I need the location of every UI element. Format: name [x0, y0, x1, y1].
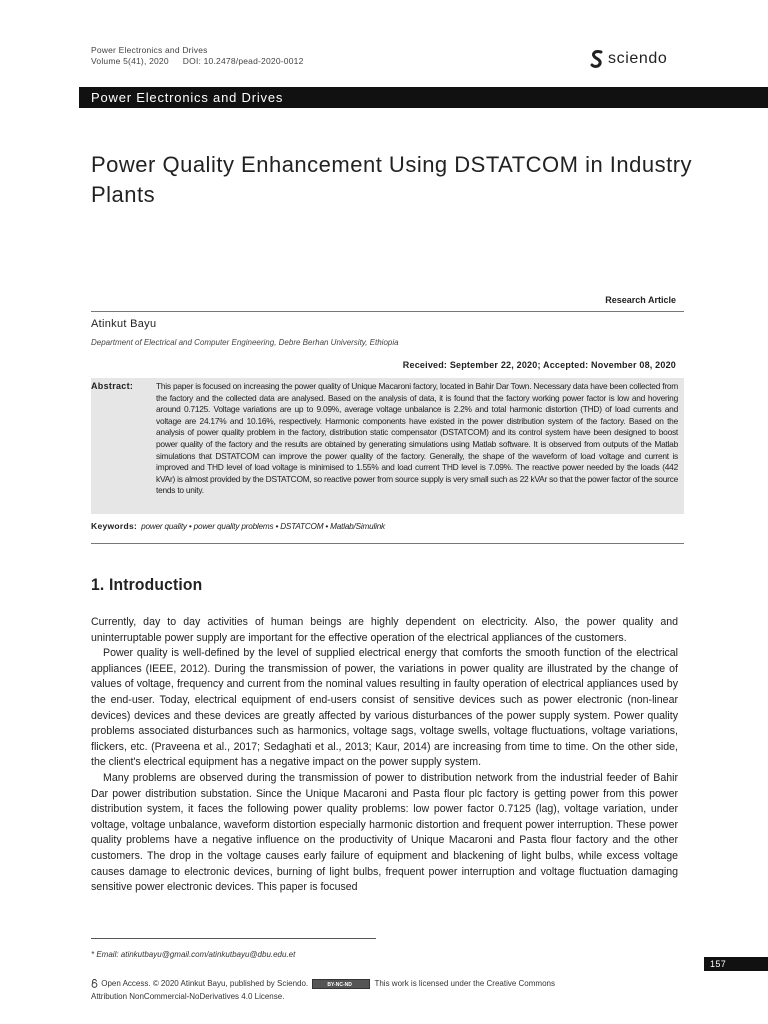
body-text [91, 615, 678, 896]
divider [91, 311, 684, 312]
abstract-text: This paper is focused on increasing the power quality of Unique Macaroni factory, located in Bahir Dar Town. Necessary data have been collected from the factory and the collected data are analysed. Based on the analysis of data, it is found that the factory working power factor is low and hovering around 0.7125. Voltage variations are up to 9.09%, average voltage unbalance is 2.2% and total harmonic distortion (THD) of load currents and voltage are 24.17% and 10.16%, respectively. Harmonic components have existed in the power distribution system of the factory. Based on the analysis of power quality problem in the factory, distribution static compensator (DSTATCOM) and its control system have been designed to boost power quality of the factory and the results are obtained by generating simulations using Matlab software. It is observed from outputs of the Matlab simulations that DSTATCOM can improve the power quality of the factory. Generally, the shape of the waveform of load voltage and current is improved and THD level of load voltage is minimised to 1.55% and load current THD level is 7.09%. The reactive power needed by the loads (442 kVAr) is almost provided by the DSTATCOM, so reactive power from source supply is very small such as 22 kVAr so that the power factor of the source tends to unity. [156, 381, 678, 496]
paragraph: Currently, day to day activities of human beings are highly dependent on electricity. Also, the power quality and uninterruptable power supply are important for the effective operation of the electrical appliances of the customers. [91, 616, 678, 644]
footnote-divider [91, 938, 376, 939]
keywords [91, 521, 385, 531]
page-number: 157 [704, 957, 768, 971]
volume: Volume 5(41), 2020 [91, 56, 169, 66]
article-type: Research Article [605, 295, 676, 305]
publisher-name: sciendo [608, 50, 668, 67]
article-title: Power Quality Enhancement Using DSTATCOM in Industry Plants [91, 152, 693, 207]
author-name: Atinkut Bayu [91, 318, 157, 330]
paragraph: Many problems are observed during the transmission of power to distribution network from the industrial feeder of Bahir Dar power distribution substation. Since the Unique Macaroni and Pasta flour plc factory is getting power from this power distribution system, it faces the following power quality problems: low power factor 0.7125 (lag), voltage variation, under voltage, voltage unbalance, waveform distortion especially harmonic distortion and frequent power interruption. These power quality problems have a negative influence on the productivity of Unique Macaroni and Pasta flour factory and the other customers. The drop in the voltage causes early failure of equipment and blackening of light bulbs, while excess voltage causes damage to electronic devices, burning of light bulbs, frequent power interruption and voltage fluctuation damaging sensitive power electronic devices. This paper is focused [91, 771, 678, 894]
paragraph: Power quality is well-defined by the level of supplied electrical energy that comforts the smooth function of the electrical appliances (IEEE, 2012). During the transmission of power, the variations in power quality are illustrated by the change of values of voltage, frequency and current from the nominal values resulting in faulty operation of electrical appliances used by the end-user. Today, electrical equipment of end-users consist of sensitive devices such as power electronic (non-linear devices) devices and these devices are greatly affected by various disturbances of the power supply system. Power quality problems associated disturbances such as harmonics, voltage sags, voltage swells, voltage fluctuations, voltage variations, flickers, etc. (Praveena et al., 2017; Sedaghati et al., 2013; Kaur, 2014) are increasing from time to time. On the other side, the client's electrical equipment has a negative impact on the power supply system. [91, 647, 678, 769]
publisher-logo [590, 50, 667, 68]
keywords-list: power quality • power quality problems • DSTATCOM • Matlab/Simulink [141, 522, 385, 531]
sciendo-logo-icon [590, 50, 604, 68]
volume-doi [91, 56, 318, 67]
divider [91, 543, 684, 544]
journal-meta [91, 45, 318, 67]
journal-name: Power Electronics and Drives [91, 45, 208, 55]
received-dates: Received: September 22, 2020; Accepted: November 08, 2020 [402, 360, 676, 370]
license-suffix: This work is licensed under the Creative Commons Attribution NonCommercial-NoDerivatives 4.0 License. [91, 979, 555, 1001]
cc-license-icon[interactable] [312, 979, 370, 989]
open-access-icon [91, 979, 98, 988]
keywords-label: Keywords: [91, 521, 138, 531]
doi[interactable]: DOI: 10.2478/pead-2020-0012 [182, 56, 304, 66]
section-heading: 1. Introduction [91, 575, 203, 594]
license-text [91, 977, 571, 1003]
journal-banner: Power Electronics and Drives [79, 87, 768, 108]
author-affiliation: Department of Electrical and Computer Engineering, Debre Berhan University, Ethiopia [91, 338, 399, 347]
footnote-email[interactable]: * Email: atinkutbayu@gmail.com/atinkutbayu@dbu.edu.et [91, 950, 296, 959]
abstract-label: Abstract: [91, 381, 134, 391]
license-prefix: Open Access. © 2020 Atinkut Bayu, published by Sciendo. [101, 979, 309, 988]
